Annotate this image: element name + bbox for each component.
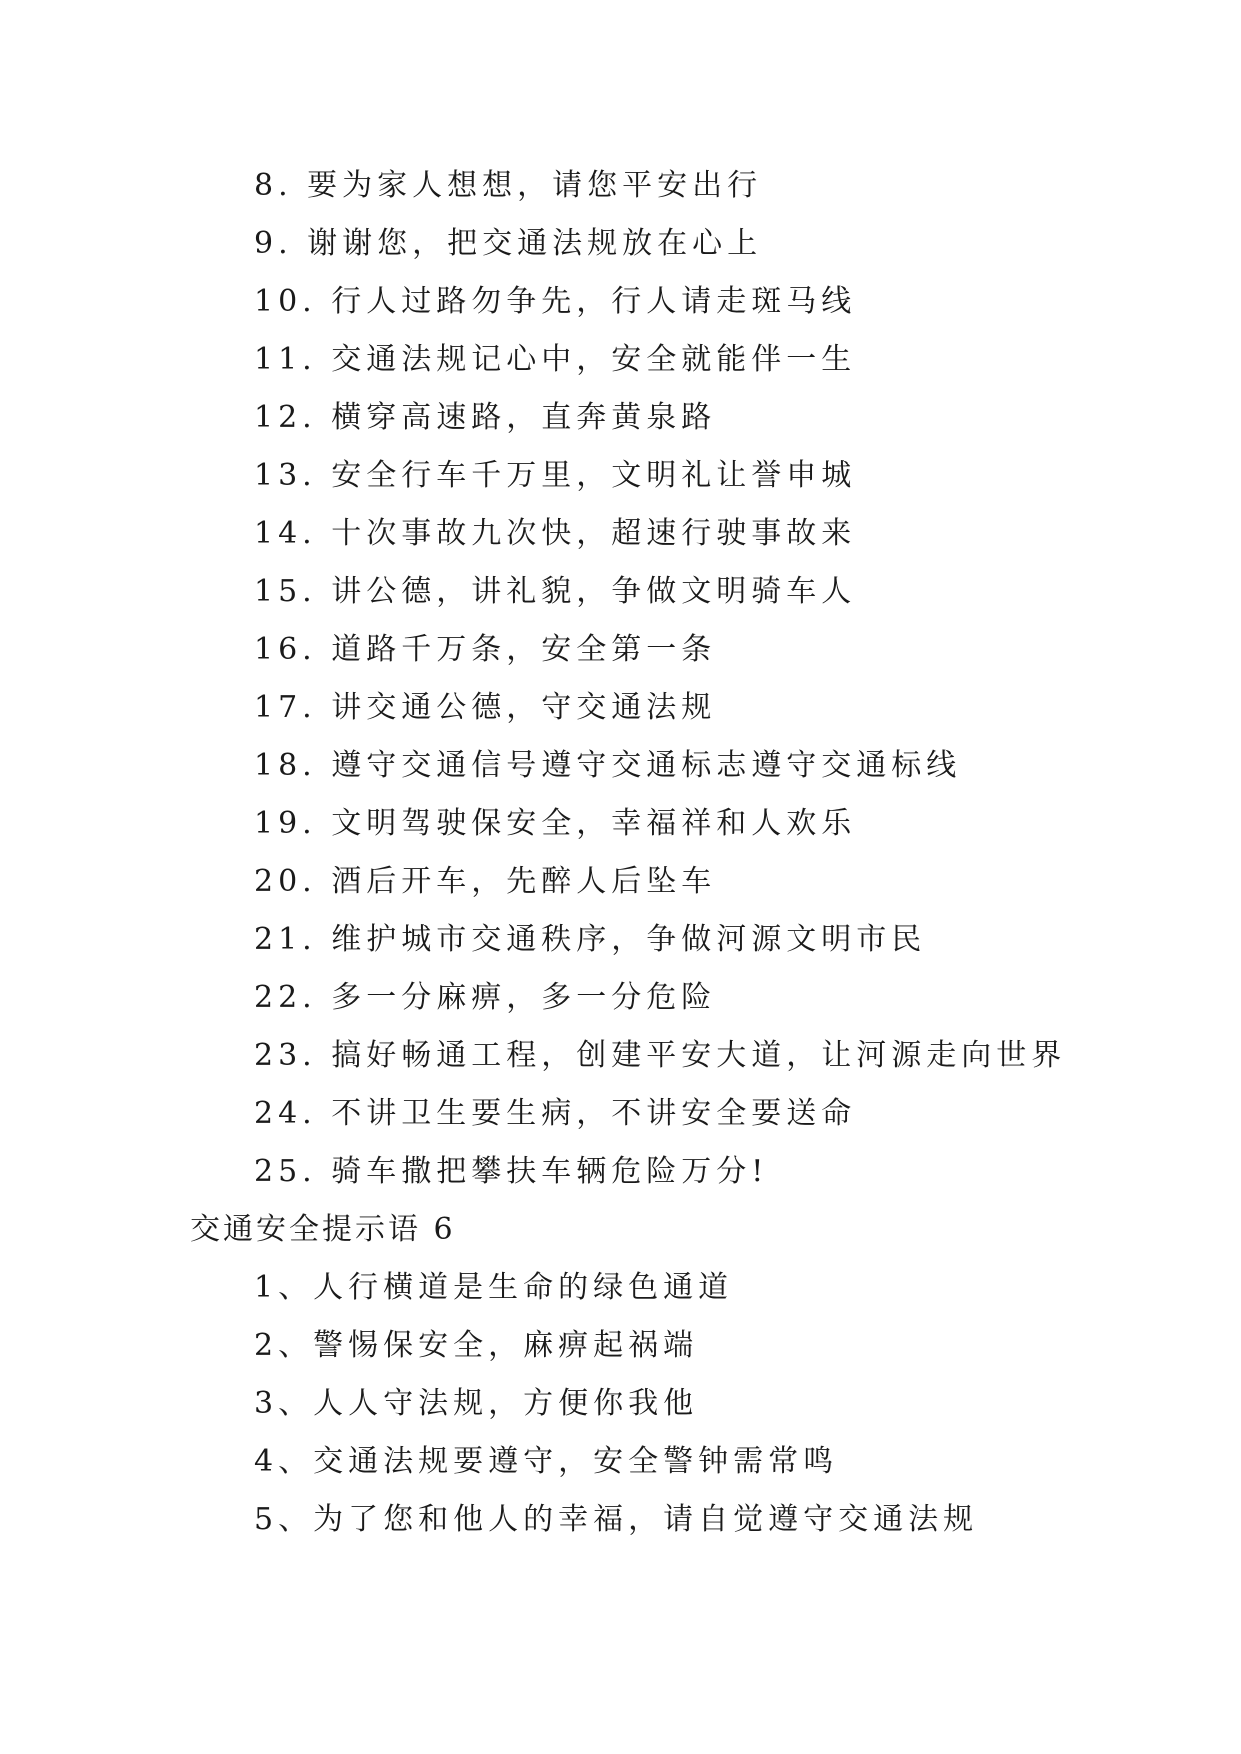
slogan-item: 4、交通法规要遵守，安全警钟需常鸣 (254, 1444, 839, 1479)
slogan-item: 25. 骑车撒把攀扶车辆危险万分! (254, 1154, 769, 1189)
slogan-item: 16. 道路千万条，安全第一条 (254, 632, 717, 667)
slogan-item: 17. 讲交通公德，守交通法规 (254, 690, 717, 725)
slogan-item: 2、警惕保安全，麻痹起祸端 (254, 1328, 699, 1363)
slogan-item: 22. 多一分麻痹，多一分危险 (254, 980, 717, 1015)
slogan-item: 3、人人守法规，方便你我他 (254, 1386, 699, 1421)
slogan-item: 5、为了您和他人的幸福，请自觉遵守交通法规 (254, 1502, 979, 1537)
slogan-item: 18. 遵守交通信号遵守交通标志遵守交通标线 (254, 748, 962, 783)
slogan-item: 11. 交通法规记心中，安全就能伴一生 (254, 342, 857, 377)
slogan-item: 13. 安全行车千万里，文明礼让誉申城 (254, 458, 857, 493)
section-heading: 交通安全提示语 6 (190, 1212, 456, 1247)
slogan-item: 9. 谢谢您，把交通法规放在心上 (254, 226, 763, 261)
slogan-item: 23. 搞好畅通工程，创建平安大道，让河源走向世界 (254, 1038, 1067, 1073)
slogan-item: 14. 十次事故九次快，超速行驶事故来 (254, 516, 857, 551)
slogan-item: 10. 行人过路勿争先，行人请走斑马线 (254, 284, 857, 319)
slogan-item: 21. 维护城市交通秩序，争做河源文明市民 (254, 922, 927, 957)
slogan-item: 19. 文明驾驶保安全，幸福祥和人欢乐 (254, 806, 857, 841)
slogan-item: 1、人行横道是生命的绿色通道 (254, 1270, 734, 1305)
slogan-item: 12. 横穿高速路，直奔黄泉路 (254, 400, 717, 435)
slogan-item: 15. 讲公德，讲礼貌，争做文明骑车人 (254, 574, 857, 609)
slogan-item: 24. 不讲卫生要生病，不讲安全要送命 (254, 1096, 857, 1131)
slogan-item: 20. 酒后开车，先醉人后坠车 (254, 864, 717, 899)
slogan-item: 8. 要为家人想想，请您平安出行 (254, 168, 763, 203)
